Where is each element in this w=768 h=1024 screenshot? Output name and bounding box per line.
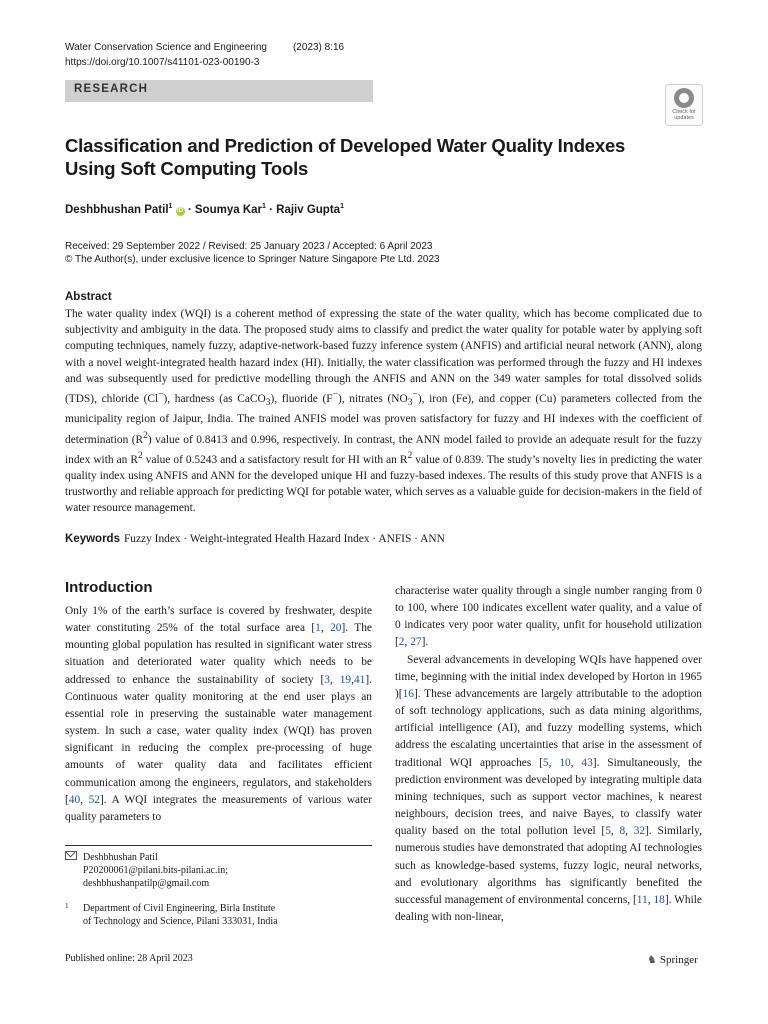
author-name[interactable]: Soumya Kar (194, 203, 262, 216)
intro-right-column (395, 583, 702, 926)
doi-link[interactable]: https://doi.org/10.1007/s41101-023-00190-3 (65, 57, 260, 68)
body-text: ]. While dealing with non-linear, (395, 893, 702, 923)
title-line-2: Using Soft Computing Tools (65, 158, 309, 179)
section-band (65, 80, 373, 102)
abstract-text-segment: ), fluoride (F (270, 392, 333, 405)
title-line-1: Classification and Prediction of Developed Water Quality Indexes (65, 135, 626, 156)
abstract-text-segment: value of 0.839. The study’s novelty lies in predicting the water quality index using ANFIS and ANN for the developed unique HI and fuzzy-based indexes. The results of this study prove that ANFIS is a trustworthy and reliable approach for predicting WQI for potable water, which serves as a valuable guide for decision-makers in the field of water resource management. (65, 453, 702, 514)
affiliation-line: Department of Civil Engineering, Birla Institute (83, 903, 276, 914)
citation-link[interactable]: 2 (398, 636, 405, 649)
author-list (65, 203, 344, 216)
citation-link[interactable]: 16 (402, 687, 414, 700)
author-name[interactable]: Rajiv Gupta (276, 203, 341, 216)
body-text: , (548, 756, 560, 769)
abstract-text-segment: The water quality index (WQI) is a coherent method of expressing the state of the water quality, which has become complicated due to subjectivity and ambiguity in the data. The proposed study aims to classify and predict the water quality for potable water by applying soft computing techniques, namely fuzzy, adaptive-network-based fuzzy inference system (ANFIS) and artificial neural network (ANN), along with a novel weight-integrated health hazard index (HI). Initially, the water classification was performed through the fuzzy and HI indexes and was subsequently used for predictive modelling through the ANFIS and ANN on the 349 water samples for total dissolved solids (TDS), chloride (Cl (65, 308, 702, 405)
check-updates-line1: Check for (672, 109, 696, 115)
citation-link[interactable]: 52 (88, 793, 100, 806)
article-title (65, 134, 665, 180)
citation-link[interactable]: 41 (353, 673, 366, 686)
corresponding-author: Deshbhushan Patil (83, 852, 158, 863)
body-text: Only 1% of the earth’s surface is covered by freshwater, despite water constituting 25% of the total surface area [ (65, 605, 372, 635)
abstract-text-segment: value of 0.5243 and a satisfactory result for HI with an R (142, 453, 408, 466)
superscript: 2 (143, 430, 148, 441)
body-text: , (329, 673, 340, 686)
author-email[interactable]: deshbhushanpatilp@gmail.com (83, 878, 210, 889)
section-band-label: RESEARCH (74, 83, 149, 95)
citation-link[interactable]: 3 (324, 673, 330, 686)
citation-link[interactable]: 10 (559, 756, 571, 769)
check-updates-icon (674, 88, 694, 108)
superscript: 2 (407, 450, 413, 461)
body-text: , (351, 673, 354, 686)
citation-link[interactable]: 19 (339, 673, 352, 686)
abstract-text-segment: ) value of 0.8413 and 0.996, respectively. In contrast, the ANN model failed to provide an adequate result for the fuzzy index with an R (65, 433, 702, 466)
paragraph (395, 652, 702, 927)
keywords-label: Keywords (65, 533, 120, 545)
citation-link[interactable]: 27 (410, 636, 422, 649)
affiliation-number: 1 (65, 902, 69, 910)
citation-link[interactable]: 43 (581, 756, 593, 769)
body-text: , (80, 793, 89, 806)
superscript: − (332, 390, 338, 401)
body-text: ]. A WQI integrates the measurements of various water quality parameters to (65, 793, 372, 823)
body-text: ]. Similarly, numerous studies have demonstrated that adopting AI technologies such as knowledge-based systems, fuzzy logic, neural networks, and evolutionary algorithms has significantly benefited the successful management of environmental concerns, [ (395, 825, 702, 906)
article-dates: Received: 29 September 2022 / Revised: 25 January 2023 / Accepted: 6 April 2023 (65, 241, 433, 252)
published-date: Published online: 28 April 2023 (65, 953, 193, 964)
body-text: ]. Simultaneously, the prediction environment was developed by integrating multiple data mining techniques, such as support vector machines, k nearest neighbours, decision trees, and naive Bayes, to classify water quality based on the total pollution level [ (395, 756, 702, 838)
superscript: 2 (137, 450, 143, 461)
correspondence-footnote (65, 851, 229, 889)
body-text: , (570, 756, 582, 769)
journal-header (65, 42, 344, 53)
subscript: 3 (407, 398, 413, 409)
intro-left-column (65, 603, 372, 826)
citation-link[interactable]: 8 (619, 825, 626, 838)
abstract-text-segment: ), nitrates (NO (337, 392, 408, 405)
orcid-icon[interactable]: iD (177, 207, 184, 214)
superscript: − (158, 390, 164, 401)
publisher-logo (647, 953, 698, 966)
abstract-heading: Abstract (65, 291, 112, 303)
citation-link[interactable]: 1 (315, 622, 321, 635)
publisher-name: Springer (659, 954, 698, 966)
body-text: characterise water quality through a single number ranging from 0 to 100, where 100 indicates excellent water quality, and a value of 0 indicates very poor water quality, unfit for household utilization [ (395, 585, 702, 649)
journal-name: Water Conservation Science and Engineering (65, 42, 267, 53)
paragraph (395, 583, 702, 652)
envelope-icon (65, 851, 77, 860)
introduction-heading: Introduction (65, 579, 153, 596)
body-text: , (610, 825, 620, 838)
body-text: , (404, 636, 411, 649)
body-text: Several advancements in developing WQIs have happened over time, beginning with the initial index developed by Horton in 1965 )[ (395, 653, 702, 700)
body-text: , (625, 825, 634, 838)
superscript: − (412, 390, 418, 401)
copyright-notice: © The Author(s), under exclusive licence to Springer Nature Singapore Pte Ltd. 2023 (65, 254, 440, 265)
body-text: ]. (421, 636, 429, 649)
citation-link[interactable]: 18 (653, 893, 665, 906)
keywords (65, 533, 445, 545)
author-separator: · (269, 203, 273, 216)
check-updates-line2: updates (674, 115, 694, 121)
citation-link[interactable]: 11 (636, 893, 648, 906)
citation-link[interactable]: 40 (68, 793, 81, 806)
springer-horse-icon: ♞ (647, 954, 657, 966)
author-affiliation-mark: 1 (262, 203, 266, 210)
journal-volume: (2023) 8:16 (292, 42, 345, 53)
subscript: 3 (265, 398, 271, 409)
check-for-updates-badge[interactable] (665, 84, 703, 126)
body-text: ]. These advancements are largely attributable to the adoption of soft technology applications, such as data mining algorithms, artificial intelligence (AI), and fuzzy modelling systems, which address the escalating uncertainties that arise in the assessment of traditional WQI approaches [ (395, 687, 702, 769)
author-separator: · (187, 203, 192, 216)
author-email[interactable]: P20200061@pilani.bits-pilani.ac.in; (83, 865, 229, 876)
abstract-text-segment: ), iron (Fe), and copper (Cu) parameters collected from the municipality region of Jaipur, India. The trained ANFIS model was proven satisfactory for fuzzy and HI indexes with the coefficient of determination (R (65, 392, 702, 446)
author-name[interactable]: Deshbhushan Patil (65, 203, 169, 216)
abstract-body (65, 306, 702, 516)
citation-link[interactable]: 32 (633, 825, 646, 838)
author-affiliation-mark: 1 (168, 203, 173, 210)
body-text: ]. The mounting global population has resulted in significant water stress situation and deteriorated water quality which needs to be addressed to enhance the sustainability of society [ (65, 622, 372, 686)
body-text: , (647, 893, 654, 906)
body-text: , (320, 622, 331, 635)
body-text: ]. Continuous water quality monitoring at the end user plays an essential role in preserving the sustainable water management system. In such a case, water quality index (WQI) has proven significant in reducing the complex pre-processing of huge amounts of water quality data and facilitates efficient communication among the engineers, regulators, and stakeholders [ (65, 673, 372, 806)
footnote-divider (65, 845, 372, 846)
citation-link[interactable]: 20 (330, 622, 342, 635)
abstract-text-segment: ), hardness (as CaCO (163, 392, 266, 405)
author-affiliation-mark: 1 (340, 203, 344, 210)
citation-link[interactable]: 5 (605, 825, 611, 838)
keywords-text: Fuzzy Index · Weight-integrated Health Hazard Index · ANFIS · ANN (123, 533, 445, 545)
citation-link[interactable]: 5 (542, 756, 549, 769)
affiliation-line: of Technology and Science, Pilani 333031, India (83, 916, 278, 927)
